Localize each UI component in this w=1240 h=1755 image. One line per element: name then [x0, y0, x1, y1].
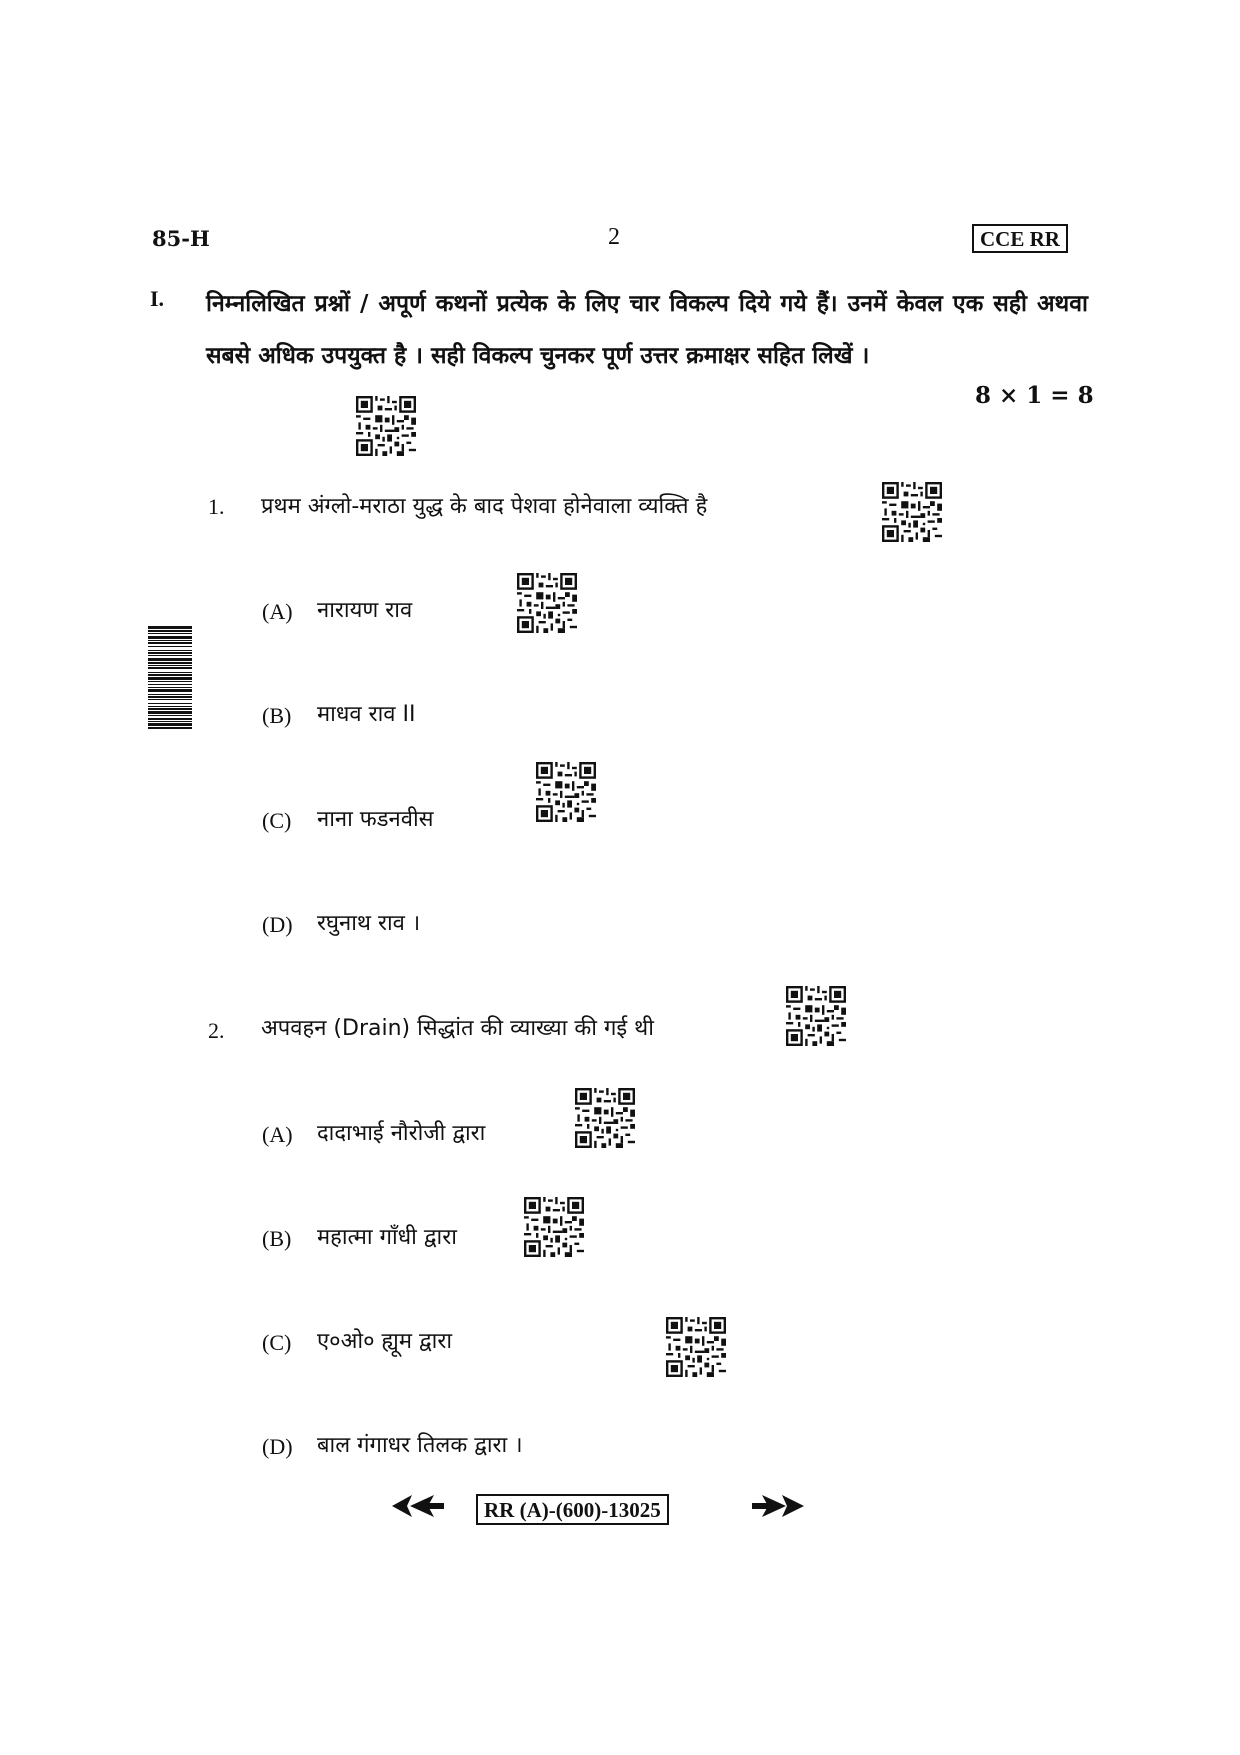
qr-code-icon — [356, 396, 416, 456]
option-text: ए०ओ० ह्यूम द्वारा — [317, 1329, 453, 1354]
qr-code-icon — [666, 1317, 726, 1377]
option-text: दादाभाई नौरोजी द्वारा — [317, 1121, 486, 1146]
double-arrow-left-icon — [390, 1492, 446, 1520]
option-text: माधव राव II — [317, 702, 416, 727]
question-number: 2. — [208, 1018, 225, 1043]
qr-code-icon — [524, 1197, 584, 1257]
paper-code: 85-H — [152, 226, 210, 251]
option-letter: (D) — [262, 1434, 293, 1459]
option-letter: (C) — [262, 808, 292, 833]
double-arrow-right-icon — [750, 1492, 806, 1520]
option-letter: (B) — [262, 703, 292, 728]
option-text: रघुनाथ राव । — [317, 911, 421, 936]
section-marks: 8 × 1 = 8 — [975, 382, 1094, 409]
footer-code: RR (A)-(600)-13025 — [476, 1494, 669, 1525]
qr-code-icon — [536, 762, 596, 822]
qr-code-icon — [882, 482, 942, 542]
section-number: I. — [150, 286, 165, 311]
option-letter: (D) — [262, 912, 293, 937]
section-instruction: निम्नलिखित प्रश्नों / अपूर्ण कथनों प्रत्येक के लिए चार विकल्प दिये गये हैं। उनमें केवल एक सही अथवा सबसे अधिक उपयुक्त है । सही विकल्प चुनकर पूर्ण उत्तर क्रमाक्षर सहित लिखें । — [206, 291, 1088, 369]
barcode-icon — [148, 626, 192, 858]
question-text: प्रथम अंग्लो-मराठा युद्ध के बाद पेशवा होनेवाला व्यक्ति है — [261, 494, 708, 519]
option-text: नाना फडनवीस — [317, 807, 434, 832]
option-letter: (A) — [262, 1122, 293, 1147]
qr-code-icon — [786, 986, 846, 1046]
qr-code-icon — [575, 1088, 635, 1148]
question-number: 1. — [208, 494, 225, 519]
exam-tag: CCE RR — [972, 224, 1068, 253]
option-letter: (B) — [262, 1226, 292, 1251]
option-letter: (C) — [262, 1330, 292, 1355]
question-text: अपवहन (Drain) सिद्धांत की व्याख्या की गई थी — [261, 1016, 654, 1041]
option-text: महात्मा गाँधी द्वारा — [317, 1225, 457, 1250]
option-letter: (A) — [262, 599, 293, 624]
qr-code-icon — [517, 573, 577, 633]
page-number: 2 — [608, 224, 620, 250]
option-text: बाल गंगाधर तिलक द्वारा । — [317, 1433, 523, 1458]
option-text: नारायण राव — [317, 598, 413, 623]
